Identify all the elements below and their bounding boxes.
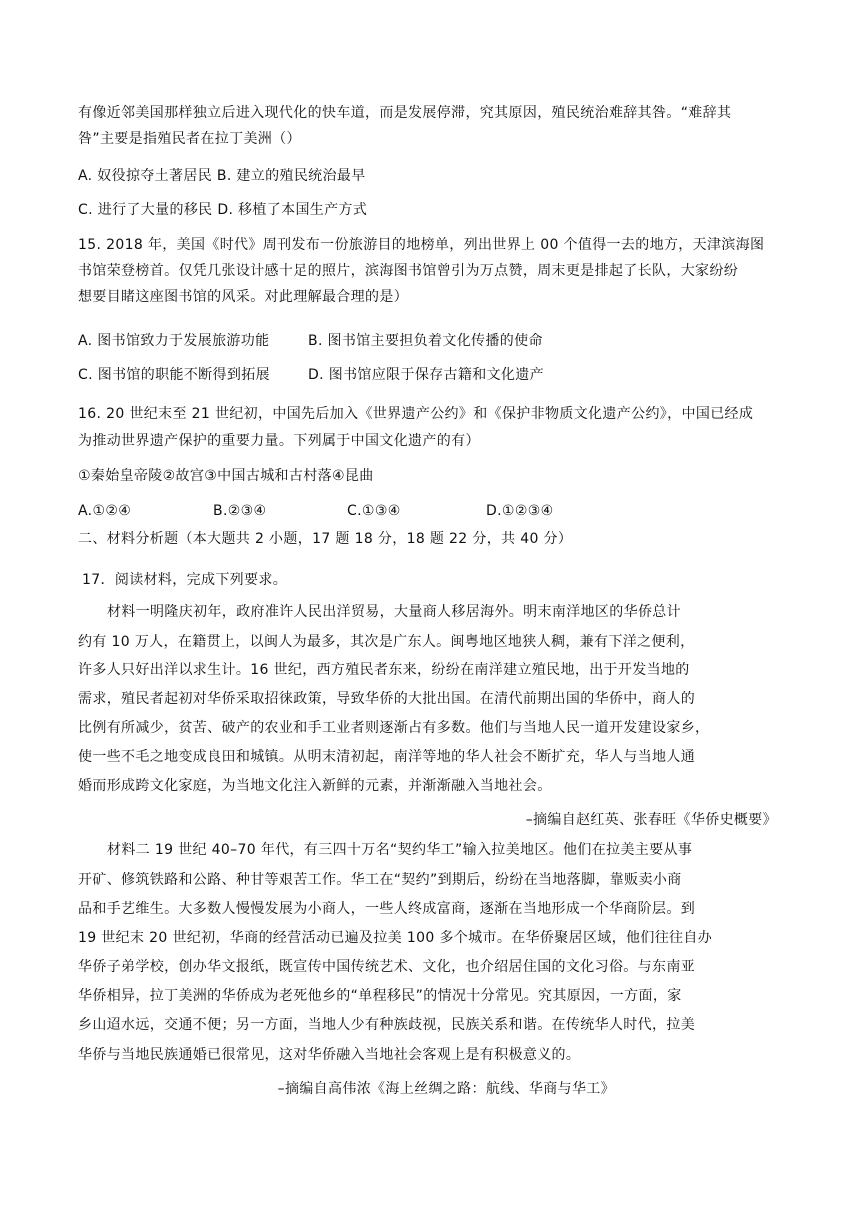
material2-line: 华侨与当地民族通婚已很常见，这对华侨融入当地社会客观上是有积极意义的。 — [78, 1047, 581, 1063]
q15-stem-line: 15. 2018 年，美国《时代》周刊发布一份旅游目的地榜单，列出世界上 00 个值得一去的地方，天津滨海图 — [78, 237, 765, 253]
q15-option-c: C. 图书馆的职能不断得到拓展 — [78, 367, 270, 383]
q15-stem-line: 想要目睹这座图书馆的风采。对此理解最合理的是） — [78, 289, 409, 305]
section-heading: 二、材料分析题（本大题共 2 小题，17 题 18 分，18 题 22 分，共 40 分） — [78, 531, 573, 547]
q15-stem-line: 书馆荣登榜首。仅凭几张设计感十足的照片，滨海图书馆曾引为万点赞，周末更是排起了长队，大家纷纷 — [78, 263, 739, 279]
q14-stem-line: 有像近邻美国那样独立后进入现代化的快车道，而是发展停滞，究其原因，殖民统治难辞其咎。“难辞其 — [78, 105, 732, 121]
material2-line: 材料二 19 世纪 40–70 年代，有三四十万名“契约华工”输入拉美地区。他们在拉美主要从事 — [107, 842, 693, 858]
q16-option-c: C.①③④ — [347, 503, 401, 519]
material1-line: 使一些不毛之地变成良田和城镇。从明末清初起，南洋等地的华人社会不断扩充，华人与当地人通 — [78, 749, 696, 765]
material2-line: 华侨相异，拉丁美洲的华侨成为老死他乡的“单程移民”的情况十分常见。究其原因，一方面，家 — [78, 988, 682, 1004]
q17-intro: 17．阅读材料，完成下列要求。 — [82, 572, 288, 588]
q16-items: ①秦始皇帝陵②故宫③中国古城和古村落④昆曲 — [78, 468, 374, 484]
material1-line: 婚而形成跨文化家庭，为当地文化注入新鲜的元素，并渐渐融入当地社会。 — [78, 778, 552, 794]
q14-stem-line: 咎”主要是指殖民者在拉丁美洲（） — [78, 131, 301, 147]
q15-option-d: D. 图书馆应限于保存古籍和文化遗产 — [308, 367, 544, 383]
q15-option-b: B. 图书馆主要担负着文化传播的使命 — [308, 333, 543, 349]
material2-line: 品和手艺维生。大多数人慢慢发展为小商人，一些人终成富商，逐渐在当地形成一个华商阶层。到 — [78, 901, 696, 917]
material2-line: 开矿、修筑铁路和公路、种甘等艰苦工作。华工在“契约”到期后，纷纷在当地落脚，靠贩卖小商 — [78, 872, 682, 888]
material1-line: 约有 10 万人，在籍贯上，以闽人为最多，其次是广东人。闽粤地区地狭人稠，兼有下洋之便利， — [78, 634, 695, 650]
q16-option-b: B.②③④ — [213, 503, 267, 519]
material1-line: 比例有所减少，贫苦、破产的农业和手工业者则逐渐占有多数。他们与当地人民一道开发建设家乡， — [78, 720, 710, 736]
material2-line: 19 世纪末 20 世纪初，华商的经营活动已遍及拉美 100 多个城市。在华侨聚居区域，他们往往自办 — [78, 930, 713, 946]
material2-line: 乡山迢水远，交通不便；另一方面，当地人少有种族歧视，民族关系和谐。在传统华人时代，拉美 — [78, 1017, 696, 1033]
q15-option-a: A. 图书馆致力于发展旅游功能 — [78, 333, 270, 349]
material1-line: 许多人只好出洋以求生计。16 世纪，西方殖民者东来，纷纷在南洋建立殖民地，出于开发当地的 — [78, 662, 690, 678]
material1-line: 材料一明隆庆初年，政府准许人民出洋贸易，大量商人移居海外。明末南洋地区的华侨总计 — [107, 604, 681, 620]
q16-stem-line: 16. 20 世纪末至 21 世纪初，中国先后加入《世界遗产公约》和《保护非物质文化遗产公约》，中国已经成 — [78, 406, 754, 422]
q14-options-line: A. 奴役掠夺土著居民 B. 建立的殖民统治最早 — [78, 168, 366, 184]
material2-line: 华侨子弟学校，创办华文报纸，既宣传中国传统艺术、文化，也介绍居住国的文化习俗。与东南亚 — [78, 959, 696, 975]
q16-option-d: D.①②③④ — [486, 503, 554, 519]
q14-options-line: C. 进行了大量的移民 D. 移植了本国生产方式 — [78, 202, 368, 218]
q16-stem-line: 为推动世界遗产保护的重要力量。下列属于中国文化遗产的有） — [78, 433, 480, 449]
q16-option-a: A.①②④ — [78, 503, 132, 519]
material2-source: –摘编自高伟浓《海上丝绸之路：航线、华商与华工》 — [277, 1081, 615, 1097]
material1-source: –摘编自赵红英、张春旺《华侨史概要》 — [525, 812, 777, 828]
material1-line: 需求，殖民者起初对华侨采取招徕政策，导致华侨的大批出国。在清代前期出国的华侨中，商人的 — [78, 691, 696, 707]
